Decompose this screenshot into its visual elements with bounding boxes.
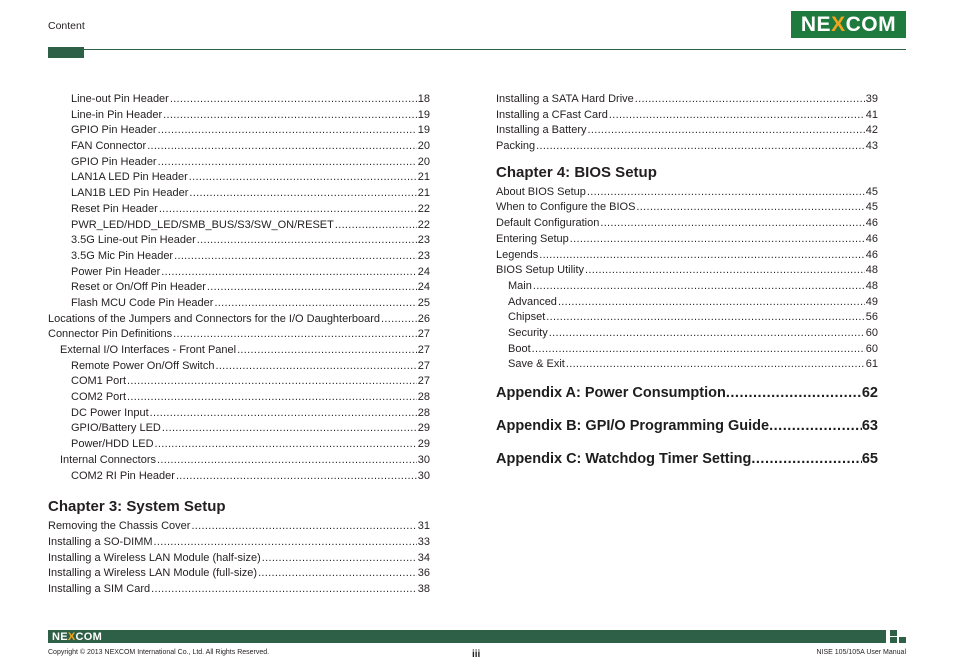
entry-page: 38 [417, 582, 430, 595]
toc-entry[interactable] [48, 296, 430, 312]
entry-page: 61 [865, 358, 878, 371]
toc-right-column [496, 92, 878, 467]
toc-entry[interactable] [48, 139, 430, 155]
entry-page: 23 [417, 234, 430, 247]
entry-title: Installing a SIM Card [48, 582, 151, 595]
entry-page: 20 [417, 155, 430, 168]
entry-page: 27 [417, 328, 430, 341]
dot-leader [636, 200, 864, 216]
entry-title: When to Configure the BIOS [496, 201, 636, 214]
entry-page: 36 [417, 567, 430, 580]
toc-entry[interactable] [48, 453, 430, 469]
entry-page: 30 [417, 469, 430, 482]
appendix-title: Appendix C: Watchdog Timer Setting [496, 451, 752, 467]
entry-page: 27 [417, 344, 430, 356]
entry-page: 21 [417, 171, 430, 184]
toc-entry[interactable] [48, 170, 430, 186]
dot-leader [147, 139, 417, 155]
appendix-page: 63 [861, 418, 878, 434]
entry-page: 22 [417, 202, 430, 215]
entry-title: Internal Connectors [60, 453, 156, 466]
entry-title: Legends [496, 248, 539, 261]
dot-leader [170, 92, 417, 108]
footer-bar [48, 630, 886, 643]
appendix-entry[interactable] [496, 418, 878, 434]
entry-title: GPIO Pin Header [71, 155, 157, 168]
entry-title: Flash MCU Code Pin Header [71, 296, 214, 309]
dot-leader [157, 453, 417, 469]
dot-leader [151, 582, 417, 598]
chapter-4-entry[interactable] [496, 263, 878, 279]
toc-entry[interactable] [48, 374, 430, 390]
toc-entry[interactable] [48, 327, 430, 343]
toc-entry[interactable] [48, 359, 430, 375]
toc-entry[interactable] [48, 186, 430, 202]
entry-page: 28 [417, 391, 430, 404]
chapter-4-entry[interactable] [496, 326, 878, 342]
dot-leader [197, 233, 417, 249]
dot-leader [189, 186, 416, 202]
entry-title: Removing the Chassis Cover [48, 520, 191, 533]
entry-title: Chipset [508, 311, 546, 324]
entry-page: 34 [417, 551, 430, 564]
footer-nexcom-logo: NEXCOM [52, 631, 103, 643]
entry-title: Power Pin Header [71, 265, 161, 278]
entry-title: Boot [508, 342, 531, 355]
entry-page: 29 [417, 422, 430, 435]
entry-title: COM2 RI Pin Header [71, 469, 175, 482]
nexcom-logo: NEXCOM [791, 11, 906, 38]
entry-title: DC Power Input [71, 406, 149, 419]
toc-left-column [48, 92, 430, 598]
entry-page: 20 [417, 140, 430, 153]
entry-title: External I/O Interfaces - Front Panel [60, 344, 237, 356]
entry-page: 18 [417, 93, 430, 105]
dot-leader [536, 139, 865, 155]
entry-page: 25 [417, 296, 430, 309]
appendix-title: Appendix A: Power Consumption [496, 385, 726, 401]
chapter-4-entry[interactable] [496, 357, 878, 373]
dot-leader [127, 374, 417, 390]
toc-entry[interactable] [496, 123, 878, 139]
entry-title: Default Configuration [496, 217, 600, 230]
entry-title: LAN1A LED Pin Header [71, 171, 188, 184]
entry-page: 30 [417, 453, 430, 466]
dot-leader [546, 310, 864, 326]
entry-page: 48 [865, 279, 878, 292]
footer-copyright: Copyright © 2013 NEXCOM International Co., Ltd. All Rights Reserved. [48, 649, 270, 656]
entry-page: 60 [865, 342, 878, 355]
toc-entry[interactable] [48, 265, 430, 281]
entry-title: Installing a SO-DIMM [48, 535, 153, 548]
toc-entry[interactable] [48, 469, 430, 485]
dot-leader [150, 406, 417, 422]
dot-leader [155, 437, 417, 453]
chapter-3-entry[interactable] [48, 551, 430, 567]
entry-page: 41 [865, 108, 878, 121]
dot-leader [173, 327, 417, 343]
toc-entry[interactable] [48, 437, 430, 453]
entry-title: Locations of the Jumpers and Connectors for the I/O Daughterboard [48, 312, 381, 325]
entry-page: 42 [865, 124, 878, 137]
entry-title: COM1 Port [71, 375, 127, 388]
dot-leader [751, 451, 861, 467]
entry-page: 19 [417, 108, 430, 121]
toc-entry[interactable] [48, 218, 430, 234]
dot-leader [566, 357, 865, 373]
entry-title: LAN1B LED Pin Header [71, 187, 189, 200]
entry-page: 45 [865, 185, 878, 198]
entry-title: Security [508, 326, 548, 339]
dot-leader [588, 123, 865, 139]
entry-page: 24 [417, 281, 430, 294]
entry-page: 60 [865, 326, 878, 339]
dot-leader [161, 265, 416, 281]
appendix-entry[interactable] [496, 451, 878, 467]
toc-entry[interactable] [48, 421, 430, 437]
dot-leader [207, 280, 417, 296]
dot-leader [549, 326, 865, 342]
entry-title: Installing a CFast Card [496, 108, 608, 121]
toc-entry[interactable] [48, 390, 430, 406]
dot-leader [158, 123, 417, 139]
dot-leader [635, 92, 865, 108]
toc-entry[interactable] [48, 343, 430, 359]
entry-title: 3.5G Mic Pin Header [71, 249, 174, 262]
entry-title: Remote Power On/Off Switch [71, 359, 215, 372]
dot-leader [587, 185, 865, 201]
entry-page: 24 [417, 265, 430, 278]
toc-entry[interactable] [48, 312, 430, 328]
entry-title: PWR_LED/HDD_LED/SMB_BUS/S3/SW_ON/RESET [71, 218, 334, 231]
chapter-4-entry[interactable] [496, 216, 878, 232]
dot-leader [769, 418, 862, 434]
toc-entry[interactable] [48, 406, 430, 422]
entry-title: Line-out Pin Header [71, 93, 169, 105]
dot-leader [335, 218, 417, 234]
entry-title: 3.5G Line-out Pin Header [71, 234, 196, 247]
appendix-title: Appendix B: GPI/O Programming Guide [496, 418, 770, 434]
toc-right-top-list [496, 92, 878, 155]
entry-title: Installing a Wireless LAN Module (half-size) [48, 551, 261, 564]
footer-manual-title: NISE 105/105A User Manual [816, 649, 906, 656]
toc-left-list [48, 92, 430, 484]
toc-entry[interactable] [496, 108, 878, 124]
toc-entry[interactable] [48, 202, 430, 218]
dot-leader [237, 343, 417, 359]
toc-entry[interactable] [48, 108, 430, 124]
chapter-3-entry[interactable] [48, 519, 430, 535]
entry-title: Packing [496, 140, 536, 153]
entry-page: 49 [865, 295, 878, 308]
entry-title: Entering Setup [496, 232, 569, 245]
toc-entry[interactable] [48, 123, 430, 139]
toc-entry[interactable] [48, 92, 430, 108]
dot-leader [570, 232, 865, 248]
dot-leader [158, 155, 417, 171]
dot-leader [262, 551, 417, 567]
chapter-4-entry[interactable] [496, 185, 878, 201]
chapter-4-list [496, 185, 878, 373]
entry-title: BIOS Setup Utility [496, 264, 585, 277]
entry-page: 28 [417, 406, 430, 419]
footer-page-number: iii [472, 649, 481, 660]
dot-leader [176, 469, 417, 485]
entry-page: 56 [865, 311, 878, 324]
entry-title: Reset or On/Off Pin Header [71, 281, 206, 294]
toc-entry[interactable] [48, 155, 430, 171]
dot-leader [558, 295, 865, 311]
dot-leader [532, 342, 865, 358]
chapter-4-entry[interactable] [496, 248, 878, 264]
toc-entry[interactable] [48, 280, 430, 296]
chapter-3-entry[interactable] [48, 535, 430, 551]
entry-title: About BIOS Setup [496, 185, 586, 198]
dot-leader [159, 202, 417, 218]
chapter-4-entry[interactable] [496, 310, 878, 326]
toc-entry[interactable] [496, 92, 878, 108]
appendix-entry[interactable] [496, 385, 878, 401]
entry-title: Line-in Pin Header [71, 108, 163, 121]
entry-title: Advanced [508, 295, 557, 308]
dot-leader [154, 535, 417, 551]
chapter-3-heading[interactable]: Chapter 3: System Setup [48, 498, 226, 516]
toc-entry[interactable] [48, 249, 430, 265]
chapter-3-entry[interactable] [48, 582, 430, 598]
header-tab-marker [48, 47, 84, 58]
entry-page: 46 [865, 232, 878, 245]
chapter-3-entry[interactable] [48, 566, 430, 582]
entry-title: Power/HDD LED [71, 438, 154, 451]
entry-page: 48 [865, 264, 878, 277]
entry-page: 46 [865, 217, 878, 230]
entry-page: 29 [417, 438, 430, 451]
chapter-4-entry[interactable] [496, 342, 878, 358]
dot-leader [127, 390, 417, 406]
entry-page: 27 [417, 359, 430, 372]
entry-page: 39 [865, 93, 878, 105]
dot-leader [163, 108, 417, 124]
chapter-4-entry[interactable] [496, 200, 878, 216]
chapter-4-entry[interactable] [496, 232, 878, 248]
entry-title: Installing a SATA Hard Drive [496, 93, 634, 105]
chapter-4-entry[interactable] [496, 295, 878, 311]
dot-leader [215, 359, 416, 375]
entry-page: 26 [417, 312, 430, 325]
entry-title: Main [508, 279, 532, 292]
entry-title: Installing a Battery [496, 124, 587, 137]
chapter-4-heading[interactable]: Chapter 4: BIOS Setup [496, 163, 657, 181]
dot-leader [189, 170, 417, 186]
entry-title: Reset Pin Header [71, 202, 158, 215]
entry-title: Installing a Wireless LAN Module (full-size) [48, 567, 258, 580]
dot-leader [533, 279, 865, 295]
dot-leader [162, 421, 417, 437]
dot-leader [258, 566, 417, 582]
dot-leader [726, 385, 862, 401]
entry-title: GPIO/Battery LED [71, 422, 161, 435]
header-rule [48, 49, 906, 50]
dot-leader [214, 296, 416, 312]
entry-page: 22 [417, 218, 430, 231]
entry-page: 23 [417, 249, 430, 262]
dot-leader [191, 519, 416, 535]
entry-page: 19 [417, 124, 430, 137]
dot-leader [381, 312, 417, 328]
entry-title: FAN Connector [71, 140, 147, 153]
toc-entry[interactable] [496, 139, 878, 155]
entry-page: 21 [417, 187, 430, 200]
entry-page: 45 [865, 201, 878, 214]
dot-leader [585, 263, 865, 279]
entry-title: GPIO Pin Header [71, 124, 157, 137]
appendix-page: 65 [861, 451, 878, 467]
chapter-3-list [48, 519, 430, 597]
chapter-4-entry[interactable] [496, 279, 878, 295]
entry-title: COM2 Port [71, 391, 127, 404]
dot-leader [539, 248, 865, 264]
dot-leader [174, 249, 417, 265]
entry-page: 46 [865, 248, 878, 261]
entry-title: Save & Exit [508, 358, 565, 371]
appendix-page: 62 [861, 385, 878, 401]
entry-page: 27 [417, 375, 430, 388]
dot-leader [609, 108, 865, 124]
entry-title: Connector Pin Definitions [48, 328, 173, 341]
entry-page: 43 [865, 140, 878, 153]
toc-entry[interactable] [48, 233, 430, 249]
entry-page: 31 [417, 520, 430, 533]
dot-leader [600, 216, 864, 232]
footer-squares-icon [890, 630, 906, 643]
appendix-list [496, 385, 878, 467]
entry-page: 33 [417, 535, 430, 548]
header-section-label: Content [48, 20, 85, 32]
